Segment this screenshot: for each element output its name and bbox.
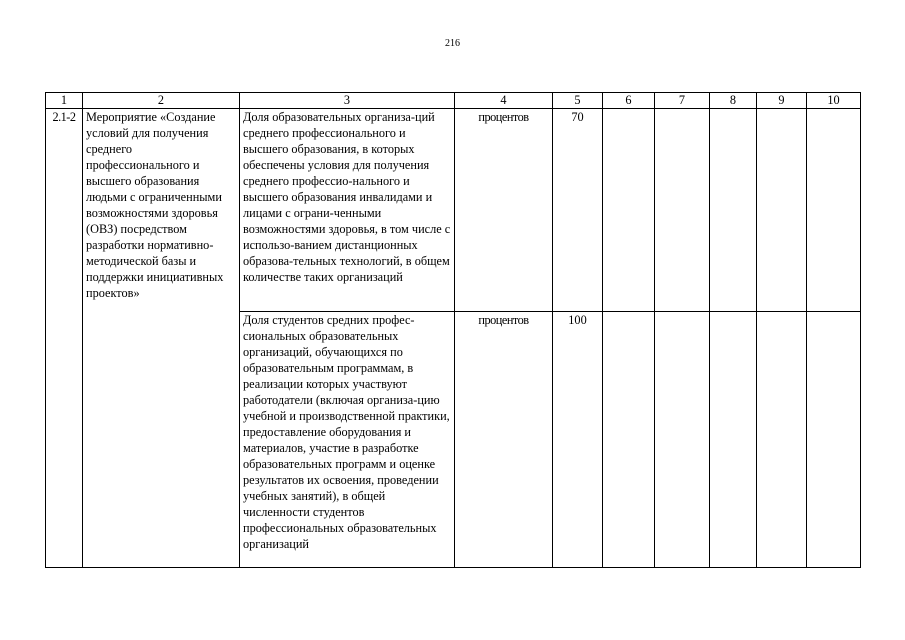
empty-cell bbox=[807, 109, 861, 312]
indicators-table bbox=[45, 92, 861, 568]
empty-cell bbox=[710, 109, 757, 312]
indicator-text: Доля студентов средних профес-сиональных образовательных организаций, обучающихся по образовательным программам, в реализации которых участвуют работодатели (включая организа-цию учебной и производственной практики, предоставление оборудования и материалов, участие в разработке образовательных программ и оценке результатов их освоения, проведении учебных занятий), в общей численности студентов профессиональных образовательных организаций bbox=[240, 312, 455, 568]
page-number: 216 bbox=[445, 38, 460, 49]
empty-cell bbox=[655, 109, 710, 312]
unit-cell: процентов bbox=[455, 109, 553, 312]
header-cell-4: 4 bbox=[455, 93, 553, 109]
header-cell-9: 9 bbox=[757, 93, 807, 109]
empty-cell bbox=[807, 312, 861, 568]
measure-description: Мероприятие «Создание условий для получения среднего профессионального и высшего образования людьми с ограниченными возможностями здоровья (ОВЗ) посредством разработки нормативно-методической базы и поддержки инициативных проектов» bbox=[83, 109, 240, 568]
empty-cell bbox=[603, 312, 655, 568]
empty-cell bbox=[757, 312, 807, 568]
empty-cell bbox=[655, 312, 710, 568]
row-number: 2.1-2 bbox=[46, 109, 83, 568]
header-cell-5: 5 bbox=[553, 93, 603, 109]
table-row bbox=[46, 109, 861, 312]
empty-cell bbox=[757, 109, 807, 312]
value-cell: 100 bbox=[553, 312, 603, 568]
indicator-text: Доля образовательных организа-ций среднего профессионального и высшего образования, в которых обеспечены условия для получения среднего профессио-нального и высшего образования инвалидами и лицами с ограни-ченными возможностями здоровья, в том числе с использо-ванием дистанционных образова-тельных технологий, в общем количестве таких организаций bbox=[240, 109, 455, 312]
header-cell-1: 1 bbox=[46, 93, 83, 109]
value-cell: 70 bbox=[553, 109, 603, 312]
empty-cell bbox=[710, 312, 757, 568]
table-header-row bbox=[46, 93, 861, 109]
header-cell-3: 3 bbox=[240, 93, 455, 109]
header-cell-2: 2 bbox=[83, 93, 240, 109]
header-cell-10: 10 bbox=[807, 93, 861, 109]
empty-cell bbox=[603, 109, 655, 312]
header-cell-7: 7 bbox=[655, 93, 710, 109]
header-cell-8: 8 bbox=[710, 93, 757, 109]
header-cell-6: 6 bbox=[603, 93, 655, 109]
unit-cell: процентов bbox=[455, 312, 553, 568]
